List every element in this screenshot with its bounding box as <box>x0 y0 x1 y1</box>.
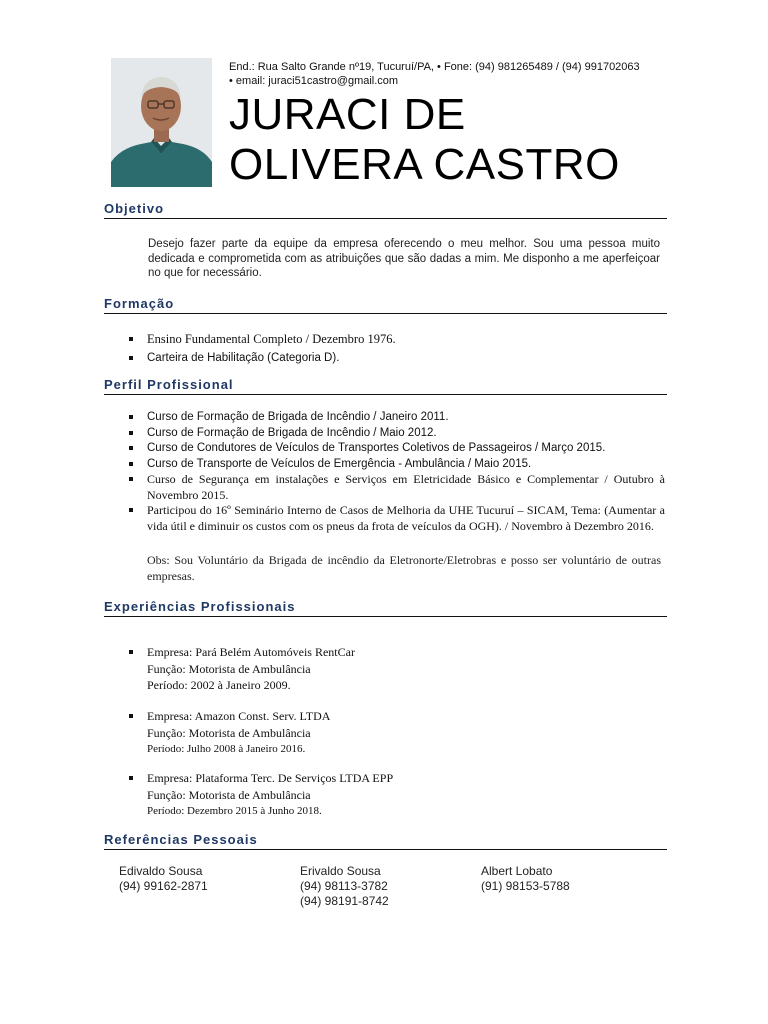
list-item: Curso de Transporte de Veículos de Emergência - Ambulância / Maio 2015. <box>125 457 665 473</box>
contact-email[interactable]: • email: juraci51castro@gmail.com <box>229 75 399 87</box>
section-title-objetivo: Objetivo <box>104 201 667 219</box>
referencia-telefone: (91) 98153-5788 <box>481 879 570 893</box>
section-title-referencias: Referências Pessoais <box>104 832 667 850</box>
list-item: Curso de Formação de Brigada de Incêndio / Maio 2012. <box>125 426 665 442</box>
referencia-telefone: (94) 98191-8742 <box>300 894 389 908</box>
section-title-experiencias: Experiências Profissionais <box>104 599 667 617</box>
experiencia-funcao: Função: Motorista de Ambulância <box>147 787 311 802</box>
experiencia-1 <box>125 644 665 694</box>
perfil-list <box>125 410 665 534</box>
list-item: Participou do 16º Seminário Interno de Casos de Melhoria da UHE Tucuruí – SICAM, Tema: (Aumentar a vida útil e diminuir os custos com os pneus da frota de veículos da OGH). / Novembro à Dezembro 2016. <box>125 503 665 534</box>
referencia-telefone: (94) 98113-3782 <box>300 879 388 893</box>
referencia-3 <box>481 864 570 894</box>
list-item <box>125 644 665 694</box>
experiencia-periodo: Período: 2002 à Janeiro 2009. <box>147 678 291 692</box>
experiencia-empresa: Empresa: Amazon Const. Serv. LTDA <box>147 709 331 723</box>
experiencia-empresa: Empresa: Plataforma Terc. De Serviços LTDA EPP <box>147 771 394 785</box>
list-item: Carteira de Habilitação (Categoria D). <box>125 349 665 368</box>
perfil-obs: Obs: Sou Voluntário da Brigada de incêndio da Eletronorte/Eletrobras e posso ser voluntário de outras empresas. <box>147 553 661 583</box>
list-item: Ensino Fundamental Completo / Dezembro 1976. <box>125 330 665 349</box>
contact-address-phone: End.: Rua Salto Grande nº19, Tucuruí/PA, • Fone: (94) 981265489 / (94) 991702063 <box>229 61 640 73</box>
objetivo-text: Desejo fazer parte da equipe da empresa oferecendo o meu melhor. Sou uma pessoa muito dedicada e comprometida com as atribuições que são dadas a mim. Me disponho a me aperfeiçoar no que for necessário. <box>148 238 660 279</box>
experiencia-funcao: Função: Motorista de Ambulância <box>147 725 311 740</box>
experiencia-2 <box>125 708 665 758</box>
contact-info <box>229 60 669 88</box>
candidate-name <box>229 90 709 190</box>
experiencia-empresa: Empresa: Pará Belém Automóveis RentCar <box>147 645 355 659</box>
name-line-1: JURACI DE <box>229 90 466 139</box>
name-line-2: OLIVERA CASTRO <box>229 140 620 189</box>
list-item: Curso de Condutores de Veículos de Transportes Coletivos de Passageiros / Março 2015. <box>125 441 665 457</box>
referencia-telefone: (94) 99162-2871 <box>119 879 208 893</box>
profile-photo <box>111 58 212 187</box>
list-item: Curso de Segurança em instalações e Serviços em Eletricidade Básico e Complementar / Outubro à Novembro 2015. <box>125 472 665 503</box>
referencia-1 <box>119 864 208 894</box>
formacao-list <box>125 330 665 368</box>
referencia-nome: Edivaldo Sousa <box>119 864 203 878</box>
experiencia-periodo: Período: Dezembro 2015 à Junho 2018. <box>147 805 322 817</box>
list-item <box>125 770 665 820</box>
experiencia-periodo: Período: Julho 2008 à Janeiro 2016. <box>147 743 306 755</box>
section-title-perfil: Perfil Profissional <box>104 377 667 395</box>
referencia-nome: Albert Lobato <box>481 864 553 878</box>
section-title-formacao: Formação <box>104 296 667 314</box>
referencia-2 <box>300 864 389 909</box>
referencia-nome: Erivaldo Sousa <box>300 864 381 878</box>
person-portrait-icon <box>111 58 212 187</box>
experiencia-funcao: Função: Motorista de Ambulância <box>147 661 311 676</box>
list-item: Curso de Formação de Brigada de Incêndio / Janeiro 2011. <box>125 410 665 426</box>
list-item <box>125 708 665 758</box>
experiencia-3 <box>125 770 665 820</box>
